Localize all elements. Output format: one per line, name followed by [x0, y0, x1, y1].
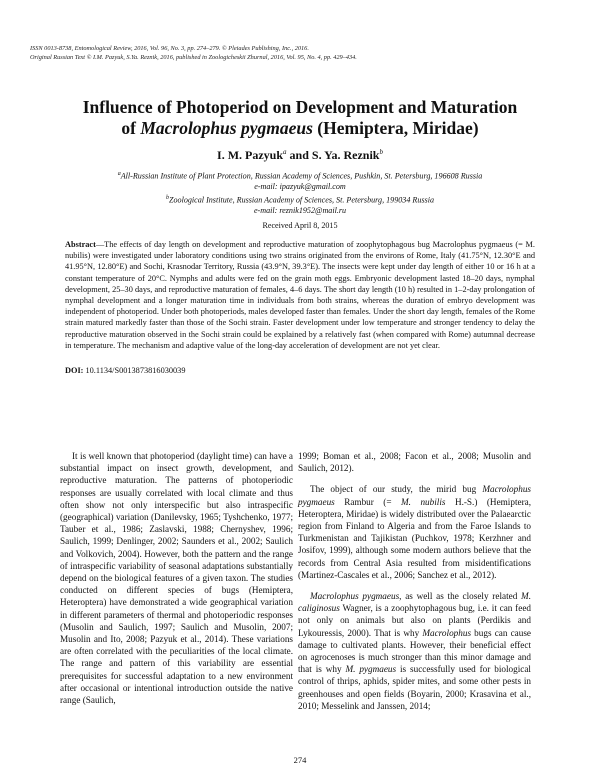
intro-paragraph-1: It is well known that photoperiod (daylight time) can have a substantial impact on insect growth, development, and reproductive maturation. The patterns of photoperiodic responses are usually correlated with local climate and thus often show not only interspecific but also intraspecific (geographical) variation (Danilevsky, 1965; Tyshchenko, 1977; Tauber et al., 1986; Zaslavski, 1988; Chernyshev, 1996; Saulich, 1999; Denlinger, 2002; Saunders et al., 2002; Saulich and Volkovich, 2004). However, both the pattern and the range of intraspecific variability of seasonal adaptations substantially depend on the biological features of a given taxon. The studies conducted on different species of bugs (Hemiptera, Heteroptera) have demonstrated a wide geographical variation in different parameters of thermal and photoperiodic responses (Musolin and Saulich, 1997; Saulich and Musolin, 2007; Musolin and Ito, 2008; Pazyuk et al., 2014). These variations are often correlated with the peculiarities of the local climate. The range and pattern of this variability are essential prerequisites for successful adaptation to a new environment after occasional or intentional introduction outside the native range (Saulich,	[60, 451, 293, 706]
intro-paragraph-2: The object of our study, the mirid bug Macrolophus pygmaeus Rambur (= M. nubilis H.-S.) (Hemiptera, Heteroptera, Miridae) is widely distributed over the Palaearctic region from Finland to Algeria and from the Faroe Islands to Turkmenistan and Tajikistan (Puchkov, 1978; Kerzhner and Josifov, 1999), although some modern authors believe that the records from Central Asia resulted from misidentifications (Martinez-Cascales et al., 2006; Sanchez et al., 2012).	[298, 484, 532, 580]
affiliation-a	[60, 169, 540, 192]
affiliation-a-email: e-mail: ipazyuk@gmail.com	[254, 181, 346, 191]
page-number: 274	[293, 755, 307, 765]
affiliation-b-mark: b	[165, 195, 169, 201]
received-date: Received April 8, 2015	[262, 221, 338, 230]
affiliation-a-text: All-Russian Institute of Plant Protection, Russian Academy of Sciences, Pushkin, St. Petersburg, 196608 Russia	[120, 171, 483, 181]
body-right-column	[298, 450, 531, 721]
journal-header	[30, 45, 550, 62]
body-left-column	[60, 450, 293, 715]
title-species: Macrolophus pygmaeus	[140, 118, 313, 138]
abstract-text: —The effects of day length on development and reproductive maturation of zoophytophagous bug Macrolophus pygmaeus (= M. nubilis) were investigated under laboratory conditions using two strains originated from the environs of Rome, Italy (41.75°N, 12.30°E and 41.95°N, 12.80°E) and Sochi, Krasnodar Territory, Russia (43.9°N, 39.3°E). The insects were kept under day length of either 10 or 16 h at a constant temperature of 20°C. Nymphs and adults were fed on the grain moth eggs. Embryonic development lasted 18–20 days, nymphal development, 25–30 days, and reproductive maturation of females, 4–6 days. The short day length (10 h) resulted in 1–2-day prolongation of nymphal development and a longer maturation time in individuals from both strains, whereas the duration of embryo development was independent of photoperiod. Under both photoperiods, males developed faster than females. Under the short day length, females of the Rome strain matured markedly faster than those of the Sochi strain. Faster development under low temperature and stronger tendency to delay the reproductive maturation observed in the Sochi strain could be explained by a relatively fast (when compared with Rome) autumnal decrease in temperature. The mechanism and adaptive value of the long-day acceleration of development are not yet clear.	[65, 240, 535, 350]
intro-paragraph-continued: 1999; Boman et al., 2008; Facon et al., 2008; Musolin and Saulich, 2012).	[298, 451, 531, 474]
title-line-1: Influence of Photoperiod on Development and Maturation	[82, 97, 518, 117]
header-issn-line: ISSN 0013-8738, Entomological Review, 2016, Vol. 96, No. 3, pp. 274–279. © Pleiades Publishing, Inc., 2016.	[30, 45, 309, 52]
paper-title	[40, 97, 560, 139]
title-line-2	[40, 118, 560, 139]
author-conjunction: and	[286, 148, 312, 162]
doi-value: 10.1134/S0013873816030039	[83, 366, 186, 375]
author-list	[0, 148, 600, 163]
abstract	[65, 239, 535, 351]
author-2-affil-mark: b	[379, 148, 383, 156]
affiliation-b-email: e-mail: reznik1952@mail.ru	[253, 205, 347, 215]
affiliation-b	[60, 193, 540, 216]
author-1-affil-mark: a	[283, 148, 287, 156]
abstract-label: Abstract	[65, 240, 96, 249]
affiliation-b-text: Zoological Institute, Russian Academy of Sciences, St. Petersburg, 199034 Russia	[168, 195, 435, 205]
doi	[65, 366, 535, 375]
author-1: I. M. Pazyuk	[217, 148, 284, 162]
title-prefix: of	[121, 118, 141, 138]
author-2: S. Ya. Reznik	[311, 148, 380, 162]
affiliation-a-mark: a	[117, 171, 121, 177]
doi-label: DOI:	[65, 366, 84, 375]
header-original-text-line: Original Russian Text © I.M. Pazyuk, S.Ya. Reznik, 2016, published in Zoologicheskii Zhurnal, 2016, Vol. 95, No. 4, pp. 429–434.	[30, 53, 357, 61]
title-suffix: (Hemiptera, Miridae)	[312, 118, 479, 138]
intro-paragraph-3: Macrolophus pygmaeus, as well as the closely related M. caliginosus Wagner, is a zoophytophagous bug, i.e. it can feed not only on animals but also on plants (Perdikis and Lykouressis, 2000). That is why Macrolophus bugs can cause damage to cultivated plants. However, their beneficial effect on agrocenoses is much stronger than this minor damage and that is why M. pygmaeus is successfully used for biological control of thrips, aphids, spider mites, and some other pests in greenhouses and open fields (Boyarin, 2000; Krasavina et al., 2010; Messelink and Janssen, 2014;	[298, 591, 532, 711]
